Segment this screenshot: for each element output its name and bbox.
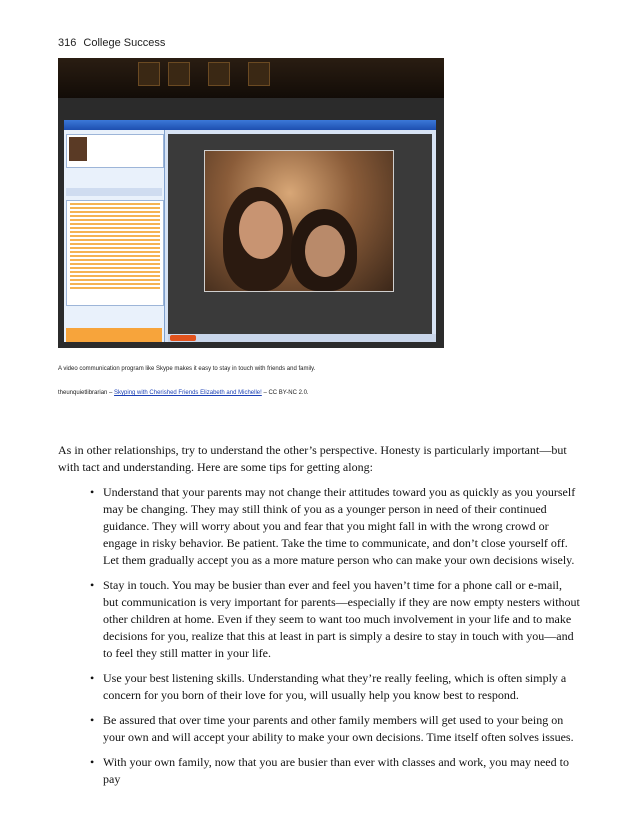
page-number: 316 (58, 37, 77, 49)
list-item: • Stay in touch. You may be busier than ever and feel you haven’t time for a phone call or e-mail, but communication is very important for parents—especially if they are now empty nesters without other children at home. Even if they seem to want too much involvement in your life and to make decisions for you, realize that this at least in part is simply a desire to stay in touch with you—and to feel they still matter in your life. (90, 577, 580, 662)
video-call-area (168, 134, 432, 334)
credit-license: – CC BY-NC 2.0. (261, 390, 309, 396)
window-titlebar (64, 120, 436, 130)
figure-caption: A video communication program like Skype makes it easy to stay in touch with friends and family. (58, 366, 316, 372)
laptop-screen (64, 120, 436, 342)
promo-bar (66, 328, 162, 342)
end-call-button (170, 335, 196, 341)
profile-box (66, 134, 164, 168)
contact-list (66, 200, 164, 306)
credit-link[interactable]: Skyping with Cherished Friends Elizabeth and Michelle! (114, 390, 262, 396)
photo-background-wall (58, 58, 444, 98)
contacts-tabs (66, 188, 162, 196)
page-header (58, 37, 165, 49)
tips-list (90, 484, 580, 796)
intro-paragraph: As in other relationships, try to understand the other’s perspective. Honesty is particularly important—but with tact and understanding. Here are some tips for getting along: (58, 443, 567, 474)
avatar (69, 137, 87, 161)
contacts-pane (64, 130, 165, 342)
list-item: • Use your best listening skills. Understanding what they’re really feeling, which is often simply a concern for you born of their love for you, will usually help you know best to respond. (90, 670, 580, 704)
list-item: • With your own family, now that you are busier than ever with classes and work, you may need to pay (90, 754, 580, 788)
list-item: • Be assured that over time your parents and other family members will get used to your being on your own and will accept your ability to make your own decisions. Time itself often solves issues. (90, 712, 580, 746)
credit-author: theunquietlibrarian – (58, 390, 115, 396)
figure-credit (58, 390, 309, 396)
call-toolbar (168, 334, 436, 342)
book-title: College Success (83, 37, 166, 49)
video-feed (204, 150, 394, 292)
skype-photo (58, 58, 444, 348)
list-item: • Understand that your parents may not change their attitudes toward you as quickly as you yourself may be changing. They may still think of you as a younger person in need of their continued guidance. They will worry about you and fear that you might fall in with the wrong crowd or engage in risky behavior. Be patient. Take the time to communicate, and don’t close yourself off. Let them gradually accept you as a more mature person who can make your own decisions wisely. (90, 484, 580, 569)
